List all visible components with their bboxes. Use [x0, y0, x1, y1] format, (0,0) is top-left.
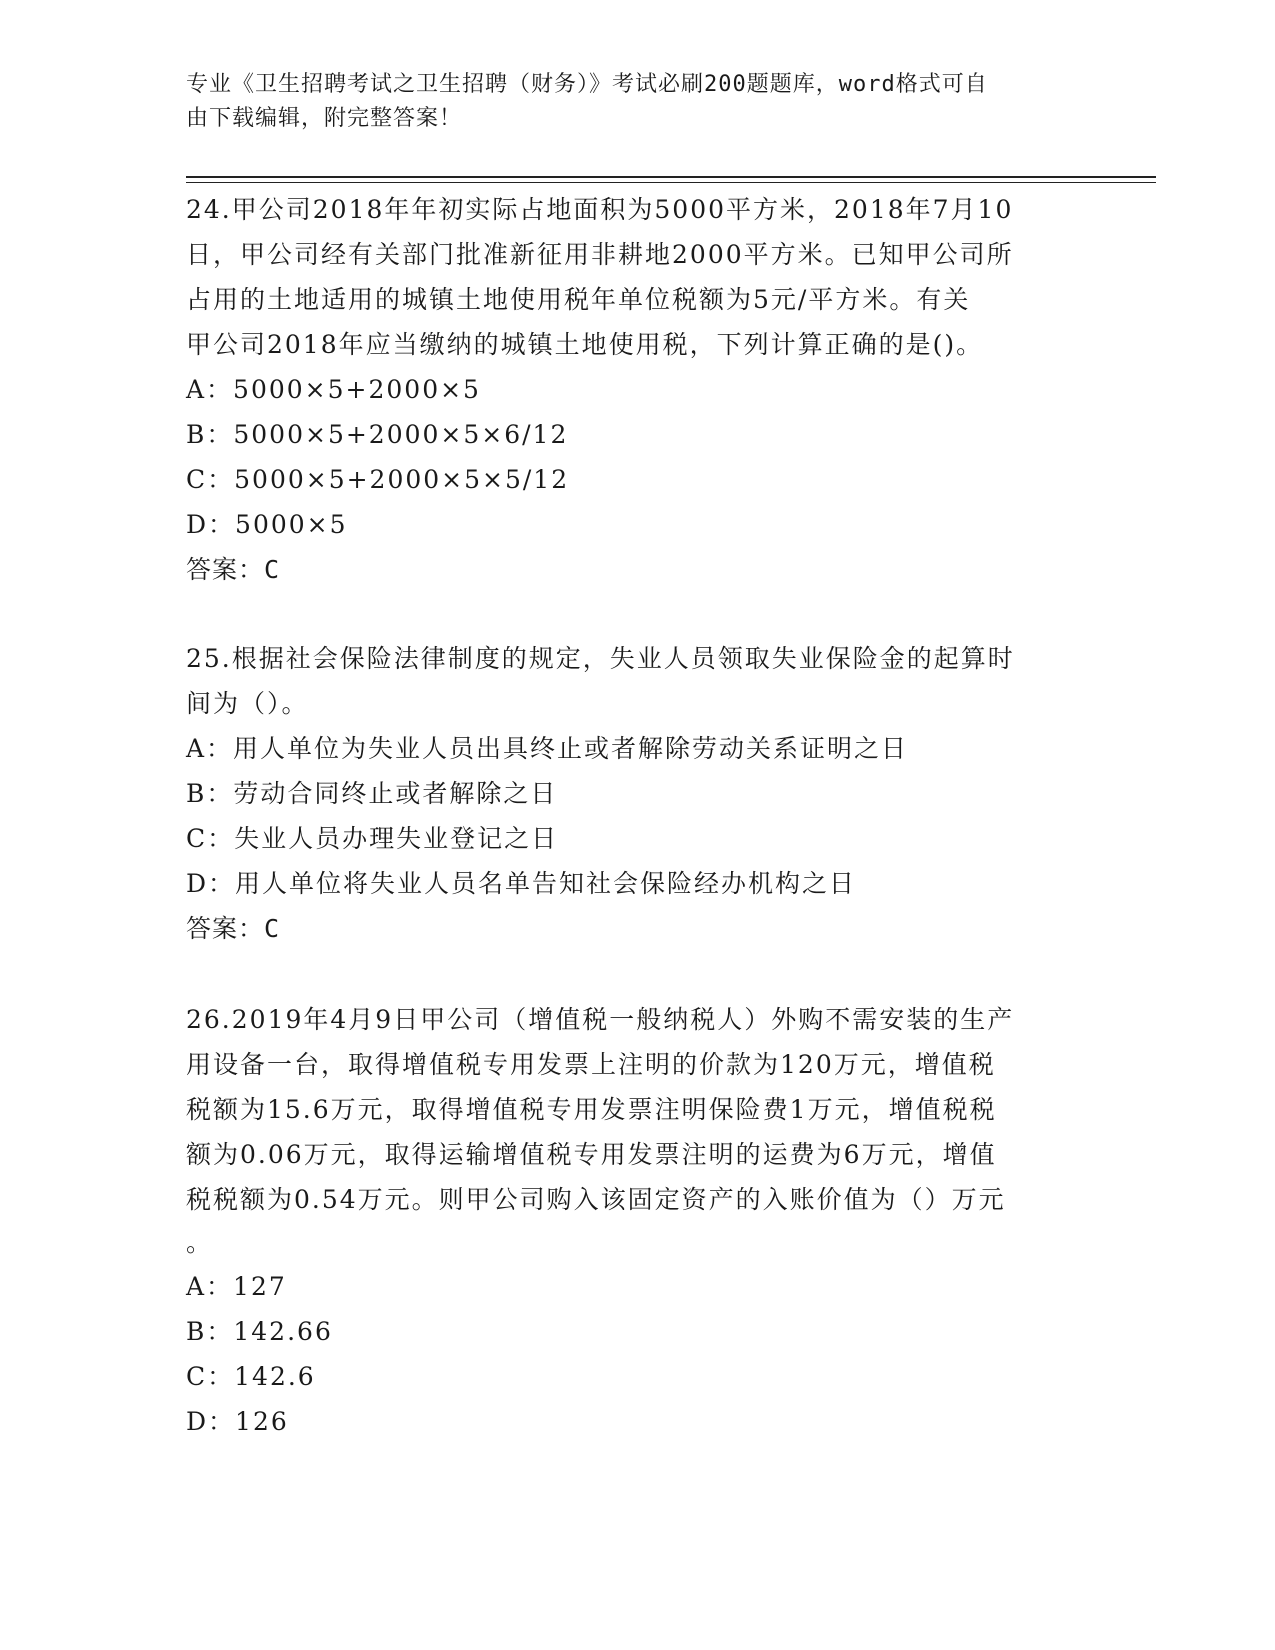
option-a: A：用人单位为失业人员出具终止或者解除劳动关系证明之日: [186, 734, 909, 763]
header-divider-thick: [186, 176, 1156, 178]
question-stem-line: 用设备一台，取得增值税专用发票上注明的价款为120万元，增值税: [186, 1050, 996, 1079]
question-24: [186, 187, 1066, 592]
question-stem-line: 税税额为0.54万元。则甲公司购入该固定资产的入账价值为（）万元: [186, 1185, 1006, 1214]
option-c: C：5000×5+2000×5×5/12: [186, 465, 570, 494]
question-stem-line: 占用的土地适用的城镇土地使用税年单位税额为5元/平方米。有关: [186, 285, 971, 314]
question-25: [186, 636, 1066, 951]
question-stem-line: 额为0.06万元，取得运输增值税专用发票注明的运费为6万元，增值: [186, 1140, 997, 1169]
question-stem-line: 甲公司2018年应当缴纳的城镇土地使用税，下列计算正确的是()。: [186, 330, 984, 359]
question-stem-line: 24.甲公司2018年年初实际占地面积为5000平方米，2018年7月10: [186, 195, 1014, 224]
document-header: [186, 68, 1066, 136]
header-title-line-1: 专业《卫生招聘考试之卫生招聘（财务）》考试必刷200题题库，word格式可自: [186, 72, 988, 97]
option-c: C：142.6: [186, 1362, 316, 1391]
header-title-line-2: 由下载编辑，附完整答案！: [186, 106, 463, 131]
question-stem-line: 26.2019年4月9日甲公司（增值税一般纳税人）外购不需安装的生产: [186, 1005, 1015, 1034]
option-b: B：劳动合同终止或者解除之日: [186, 779, 558, 808]
question-stem-line: 。: [186, 1228, 214, 1257]
option-b: B：142.66: [186, 1317, 333, 1346]
option-d: D：5000×5: [186, 510, 348, 539]
question-stem-line: 间为（）。: [186, 689, 309, 718]
answer-line: 答案：C: [186, 555, 281, 584]
option-d: D：用人单位将失业人员名单告知社会保险经办机构之日: [186, 869, 857, 898]
question-stem-line: 25.根据社会保险法律制度的规定，失业人员领取失业保险金的起算时: [186, 644, 1015, 673]
answer-line: 答案：C: [186, 914, 281, 943]
option-a: A：127: [186, 1272, 287, 1301]
question-26: [186, 997, 1066, 1444]
option-c: C：失业人员办理失业登记之日: [186, 824, 559, 853]
option-a: A：5000×5+2000×5: [186, 375, 481, 404]
option-b: B：5000×5+2000×5×6/12: [186, 420, 569, 449]
option-d: D：126: [186, 1407, 289, 1436]
question-stem-line: 日，甲公司经有关部门批准新征用非耕地2000平方米。已知甲公司所: [186, 240, 1014, 269]
header-divider-thin: [186, 182, 1156, 183]
question-stem-line: 税额为15.6万元，取得增值税专用发票注明保险费1万元，增值税税: [186, 1095, 997, 1124]
